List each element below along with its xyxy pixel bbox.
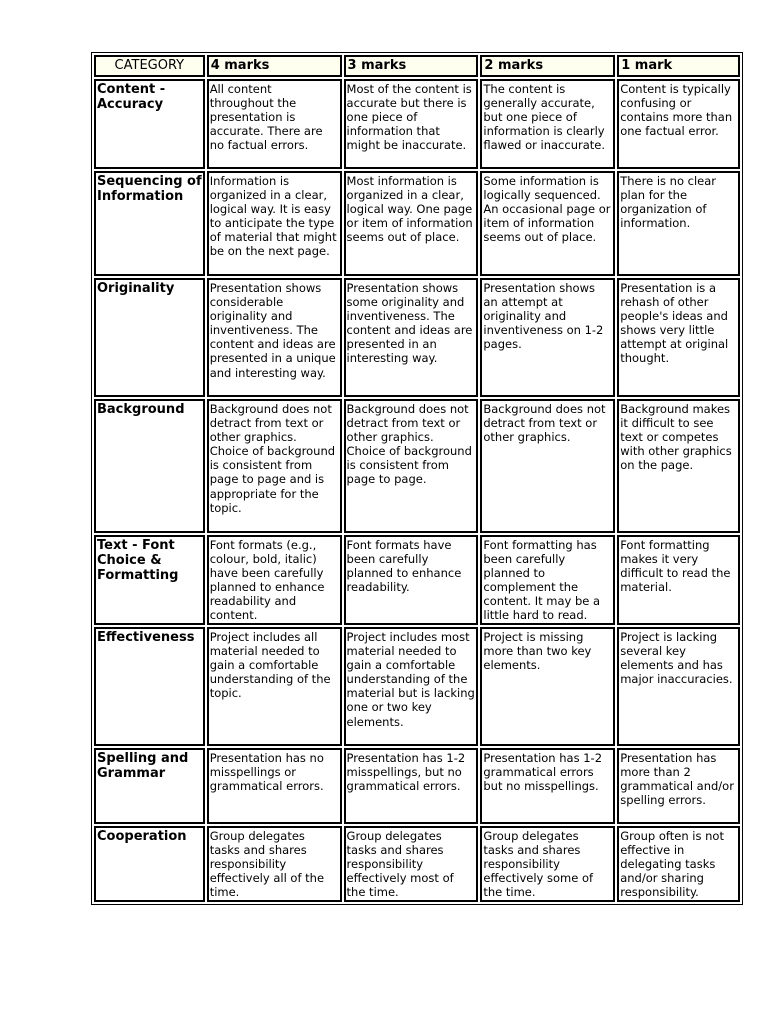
category-label: Originality xyxy=(94,278,205,397)
table-row xyxy=(94,399,740,533)
criterion-cell: Font formats (e.g., colour, bold, italic) have been carefully planned to enhance readability and content. xyxy=(207,535,342,625)
criterion-cell: Background makes it difficult to see text or competes with other graphics on the page. xyxy=(617,399,740,533)
criterion-cell: Background does not detract from text or other graphics. Choice of background is consistent from page to page. xyxy=(344,399,479,533)
criterion-cell: Most of the content is accurate but there is one piece of information that might be inaccurate. xyxy=(344,79,479,169)
category-label: Effectiveness xyxy=(94,627,205,746)
criterion-cell: The content is generally accurate, but one piece of information is clearly flawed or inaccurate. xyxy=(480,79,615,169)
table-row xyxy=(94,535,740,625)
criterion-cell: Group delegates tasks and shares responsibility effectively all of the time. xyxy=(207,826,342,902)
rubric-table xyxy=(91,52,743,905)
criterion-cell: Information is organized in a clear, logical way. It is easy to anticipate the type of material that might be on the next page. xyxy=(207,171,342,276)
table-row xyxy=(94,278,740,397)
criterion-cell: Background does not detract from text or other graphics. xyxy=(480,399,615,533)
criterion-cell: Some information is logically sequenced. An occasional page or item of information seems out of place. xyxy=(480,171,615,276)
table-row xyxy=(94,748,740,824)
criterion-cell: Project includes all material needed to gain a comfortable understanding of the topic. xyxy=(207,627,342,746)
criterion-cell: Presentation has 1-2 grammatical errors but no misspellings. xyxy=(480,748,615,824)
category-label: Sequencing of Information xyxy=(94,171,205,276)
criterion-cell: Font formatting has been carefully planned to complement the content. It may be a little hard to read. xyxy=(480,535,615,625)
criterion-cell: Background does not detract from text or other graphics. Choice of background is consistent from page to page and is appropriate for the topic. xyxy=(207,399,342,533)
category-label: Text - Font Choice & Formatting xyxy=(94,535,205,625)
criterion-cell: Presentation shows some originality and inventiveness. The content and ideas are presented in an interesting way. xyxy=(344,278,479,397)
criterion-cell: Project is missing more than two key elements. xyxy=(480,627,615,746)
criterion-cell: Presentation has more than 2 grammatical and/or spelling errors. xyxy=(617,748,740,824)
criterion-cell: Presentation shows an attempt at originality and inventiveness on 1-2 pages. xyxy=(480,278,615,397)
criterion-cell: Presentation has no misspellings or grammatical errors. xyxy=(207,748,342,824)
header-1-mark: 1 mark xyxy=(617,55,740,77)
category-label: Content - Accuracy xyxy=(94,79,205,169)
criterion-cell: Most information is organized in a clear, logical way. One page or item of information seems out of place. xyxy=(344,171,479,276)
criterion-cell: Project includes most material needed to gain a comfortable understanding of the material but is lacking one or two key elements. xyxy=(344,627,479,746)
criterion-cell: There is no clear plan for the organization of information. xyxy=(617,171,740,276)
criterion-cell: Project is lacking several key elements and has major inaccuracies. xyxy=(617,627,740,746)
header-row xyxy=(94,55,740,77)
category-label: Spelling and Grammar xyxy=(94,748,205,824)
table-row xyxy=(94,826,740,902)
criterion-cell: Group often is not effective in delegating tasks and/or sharing responsibility. xyxy=(617,826,740,902)
header-4-marks: 4 marks xyxy=(207,55,342,77)
category-label: Cooperation xyxy=(94,826,205,902)
category-label: Background xyxy=(94,399,205,533)
header-2-marks: 2 marks xyxy=(480,55,615,77)
criterion-cell: Group delegates tasks and shares responsibility effectively some of the time. xyxy=(480,826,615,902)
criterion-cell: Presentation is a rehash of other people's ideas and shows very little attempt at original thought. xyxy=(617,278,740,397)
header-category: CATEGORY xyxy=(94,55,205,77)
table-row xyxy=(94,79,740,169)
criterion-cell: All content throughout the presentation is accurate. There are no factual errors. xyxy=(207,79,342,169)
header-3-marks: 3 marks xyxy=(344,55,479,77)
criterion-cell: Presentation shows considerable originality and inventiveness. The content and ideas are presented in a unique and interesting way. xyxy=(207,278,342,397)
table-row xyxy=(94,171,740,276)
criterion-cell: Content is typically confusing or contains more than one factual error. xyxy=(617,79,740,169)
criterion-cell: Font formatting makes it very difficult to read the material. xyxy=(617,535,740,625)
criterion-cell: Group delegates tasks and shares responsibility effectively most of the time. xyxy=(344,826,479,902)
criterion-cell: Presentation has 1-2 misspellings, but no grammatical errors. xyxy=(344,748,479,824)
criterion-cell: Font formats have been carefully planned to enhance readability. xyxy=(344,535,479,625)
table-row xyxy=(94,627,740,746)
